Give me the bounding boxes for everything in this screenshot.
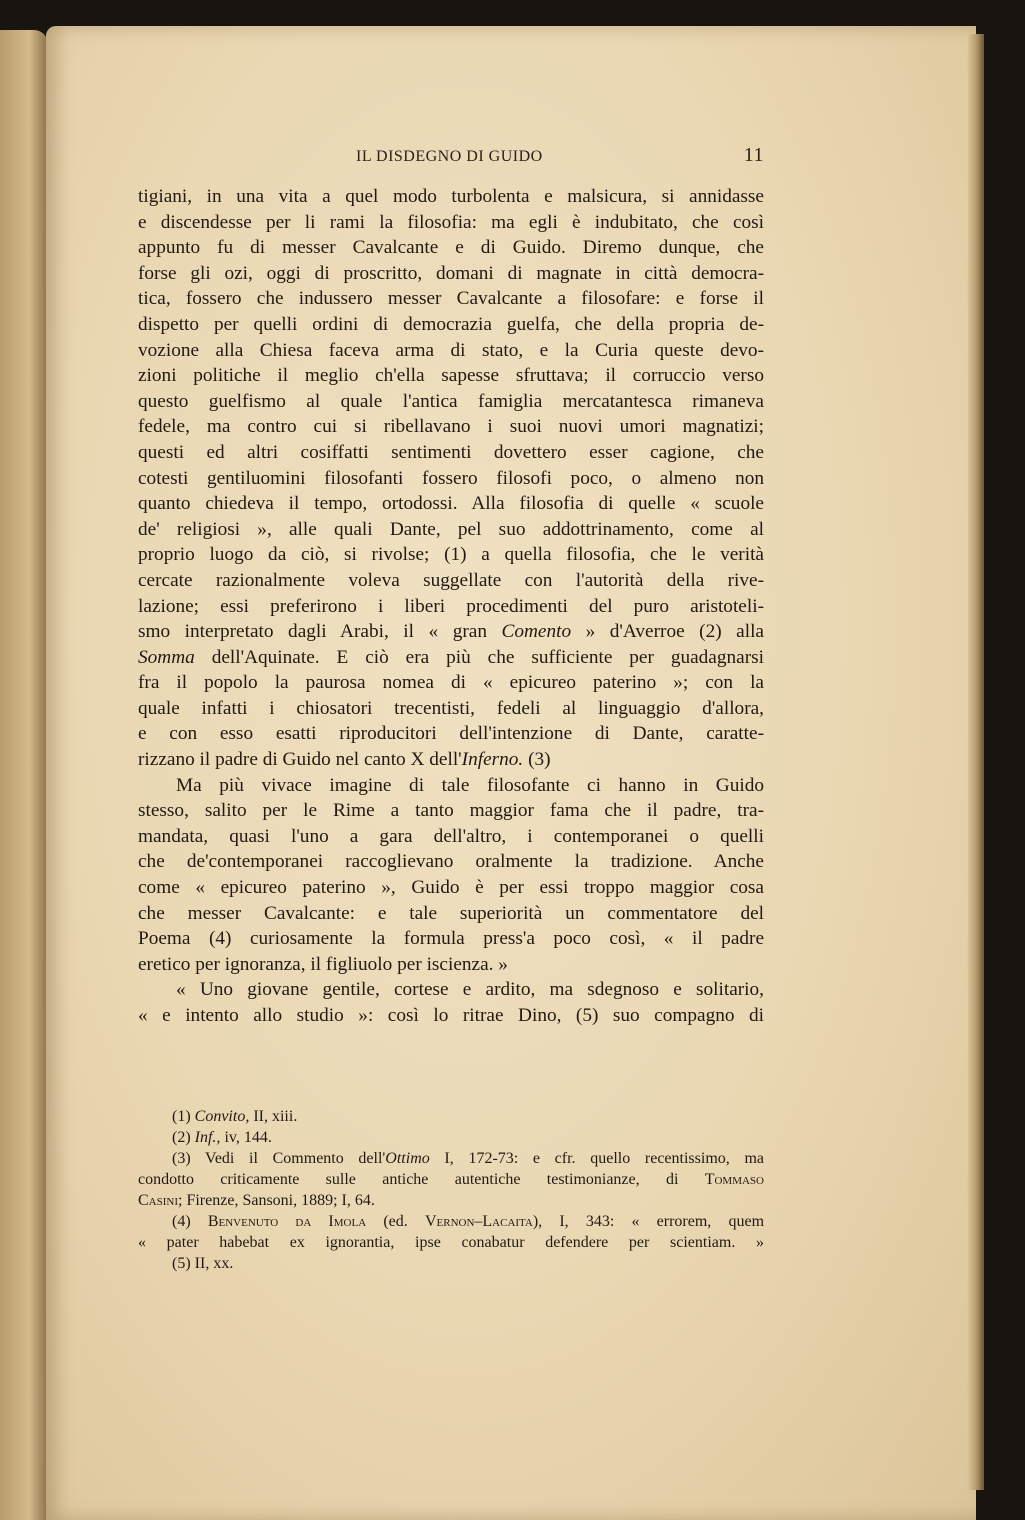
footnote-1 [138, 1106, 764, 1127]
text-line: che de'contemporanei raccoglievano oralmente la tradizione. Anche [138, 851, 764, 873]
footnotes [138, 1106, 764, 1274]
text-line: che messer Cavalcante: e tale superiorità un commentatore del [138, 902, 764, 924]
text-line: e con esso esatti riproducitori dell'intenzione di Dante, caratte- [138, 723, 764, 745]
text-line [138, 619, 764, 645]
text-line: come « epicureo paterino », Guido è per essi troppo maggior cosa [138, 877, 764, 899]
footnote-text: condotto criticamente sulle antiche autentiche testimonianze, di [138, 1171, 679, 1188]
footnote-5: (5) II, xx. [172, 1255, 234, 1272]
text-line: e discendesse per li rami la filosofia: ma egli è indubitato, che così [138, 211, 764, 233]
text-line: « e intento allo studio »: così lo ritrae Dino, (5) suo compagno di [138, 1005, 764, 1026]
author-name: Tommaso [704, 1171, 764, 1188]
body-text [138, 184, 764, 1029]
text-line: quale infatti i chiosatori trecentisti, fedeli al linguaggio d'allora, [138, 697, 764, 719]
author-name: Casini [138, 1192, 179, 1209]
text-line: Poema (4) curiosamente la formula press'a poco così, « il padre [138, 928, 764, 950]
text-line: questi ed altri cosiffatti sentimenti dovettero esser cagione, che [138, 441, 764, 463]
text-line: mandata, quasi l'uno a gara dell'altro, i contemporanei o quelli [138, 825, 764, 847]
text-line: dispetto per quelli ordini di democrazia guelfa, che della propria de- [138, 313, 764, 335]
italic-title: Somma [138, 646, 195, 668]
text-run: rizzano il padre di Guido nel canto X dell' [138, 749, 462, 771]
footnote-text: I, 172-73: e cfr. quello recentissimo, ma [429, 1150, 764, 1167]
text-run: (3) [523, 749, 551, 771]
text-run: dell'Aquinate. E ciò era più che sufficiente per guadagnarsi [194, 646, 764, 668]
footnote-2 [138, 1127, 764, 1148]
footnote-text: iv, 144. [220, 1129, 272, 1146]
text-line: questo guelfismo al quale l'antica famiglia mercatantesca rimaneva [138, 390, 764, 412]
text-line: proprio luogo da ciò, si rivolse; (1) a quella filosofia, che le verità [138, 544, 764, 566]
italic-title: Convito, [194, 1108, 250, 1125]
text-line: tica, fossero che indussero messer Cavalcante a filosofare: e forse il [138, 288, 764, 310]
page-fore-edge [968, 34, 984, 1490]
text-line: fra il popolo la paurosa nomea di « epicureo paterino »; con la [138, 672, 764, 694]
text-line: vozione alla Chiesa faceva arma di stato, e la Curia queste devo- [138, 339, 764, 361]
footnote-text: (3) Vedi il Commento dell' [172, 1150, 386, 1167]
editor-name: Vernon–Lacaita [424, 1213, 533, 1230]
text-line [138, 747, 764, 773]
footnote-text: ; Firenze, Sansoni, 1889; I, 64. [178, 1192, 375, 1209]
footnote-3-cont [138, 1169, 764, 1190]
footnote-4 [138, 1211, 764, 1232]
italic-title: Inferno. [461, 749, 524, 771]
text-line: fedele, ma contro cui si ribellavano i suoi nuovi umori magnatizi; [138, 416, 764, 438]
running-title: IL DISDEGNO DI GUIDO [356, 148, 543, 165]
footnote-text: (4) [172, 1213, 208, 1230]
text-line [138, 645, 764, 671]
text-line: zioni politiche il meglio ch'ella sapesse sfruttava; il corruccio verso [138, 365, 764, 387]
text-line: cotesti gentiluomini filosofanti fossero filosofi poco, o almeno non [138, 467, 764, 489]
facing-page-edge [0, 30, 48, 1520]
text-run: smo interpretato dagli Arabi, il « gran [138, 621, 502, 643]
footnote-4-cont: « pater habebat ex ignorantia, ipse conabatur defendere per scientiam. » [138, 1234, 764, 1251]
text-line: Ma più vivace imagine di tale filosofante ci hanno in Guido [176, 774, 764, 796]
italic-title: Ottimo [385, 1150, 430, 1167]
footnote-text: (2) [172, 1129, 195, 1146]
running-header [138, 144, 764, 174]
text-line: tigiani, in una vita a quel modo turbolenta e malsicura, si annidasse [138, 186, 764, 207]
italic-title: Comento [501, 621, 572, 643]
text-line: quanto chiedeva il tempo, ortodossi. Alla filosofia di quelle « scuole [138, 493, 764, 515]
text-line: cercate razionalmente voleva suggellate con l'autorità della rive- [138, 569, 764, 591]
page-number: 11 [743, 144, 764, 166]
text-line: « Uno giovane gentile, cortese e ardito, ma sdegnoso e solitario, [176, 979, 764, 1001]
footnote-text: (ed. [366, 1213, 425, 1230]
text-line: de' religiosi », alle quali Dante, pel suo addottrinamento, come al [138, 518, 764, 540]
text-line: stesso, salito per le Rime a tanto maggior fama che il padre, tra- [138, 800, 764, 822]
text-line: eretico per ignoranza, il figliuolo per iscienza. » [138, 953, 508, 975]
text-line: forse gli ozi, oggi di proscritto, domani di magnate in città democra- [138, 262, 764, 284]
italic-title: Inf., [194, 1129, 221, 1146]
text-line: appunto fu di messer Cavalcante e di Guido. Diremo dunque, che [138, 237, 764, 259]
footnote-text: II, xiii. [249, 1108, 298, 1125]
footnote-3 [138, 1148, 764, 1169]
footnote-3-cont [138, 1190, 764, 1211]
text-run: » d'Averroe (2) alla [571, 621, 764, 643]
text-line: lazione; essi preferirono i liberi procedimenti del puro aristoteli- [138, 595, 764, 617]
author-name: Benvenuto da Imola [207, 1213, 367, 1230]
footnote-text: ), I, 343: « errorem, quem [532, 1213, 765, 1230]
footnote-text: (1) [172, 1108, 195, 1125]
